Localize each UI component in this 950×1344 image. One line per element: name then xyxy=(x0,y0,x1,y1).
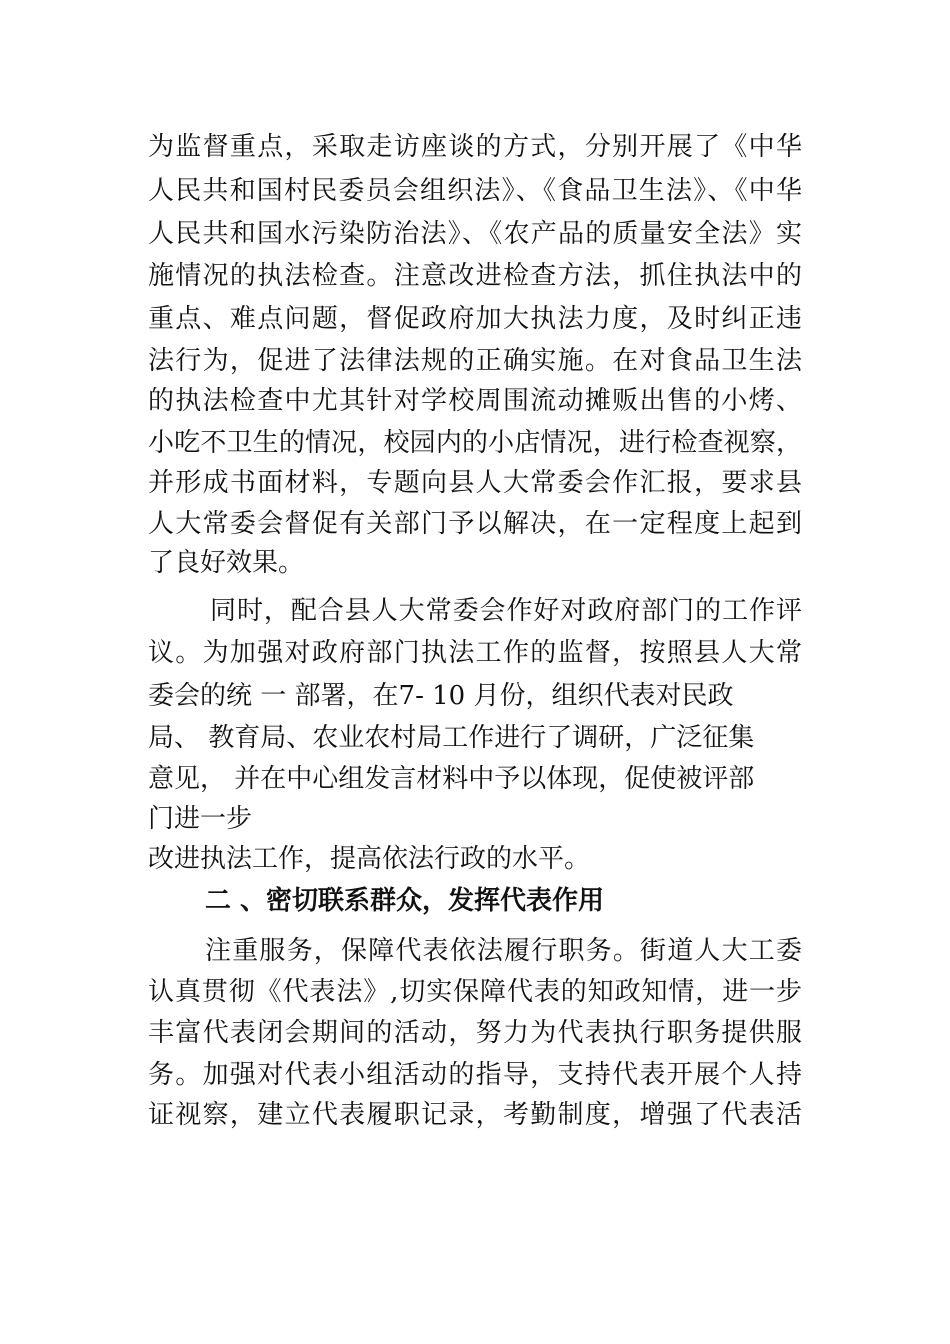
paragraph-2-line-5: 意见， 并在中心组发言材料中予以体现，促使被评部 xyxy=(148,764,755,794)
paragraph-2-line-7: 改进执法工作，提高依法行政的水平。 xyxy=(148,844,591,874)
paragraph-1-line-5: 重点、难点问题，督促政府加大执法力度，及时纠正违 xyxy=(148,304,802,334)
paragraph-3-line-3: 丰富代表闭会期间的活动，努力为代表执行职务提供服 xyxy=(148,1018,802,1048)
paragraph-2-line-2: 议。为加强对政府部门执法工作的监督，按照县人大常 xyxy=(148,638,802,668)
paragraph-3-line-1: 注重服务，保障代表依法履行职务。街道人大工委 xyxy=(205,936,802,966)
paragraph-1-line-4: 施情况的执法检查。注意改进检查方法，抓住执法中的 xyxy=(148,261,802,291)
paragraph-3-line-2: 认真贯彻《代表法》,切实保障代表的知政知情，进一步 xyxy=(148,977,802,1007)
paragraph-1-line-3: 人民共和国水污染防治法》、《农产品的质量安全法》实 xyxy=(148,219,802,249)
paragraph-1-line-2: 人民共和国村民委员会组织法》、《食品卫生法》、《中华 xyxy=(148,176,802,206)
paragraph-1-line-9: 并形成书面材料，专题向县人大常委会作汇报，要求县 xyxy=(148,468,802,498)
paragraph-1-line-8: 小吃不卫生的情况，校园内的小店情况，进行检查视察， xyxy=(148,428,802,458)
paragraph-3-line-4: 务。加强对代表小组活动的指导，支持代表开展个人持 xyxy=(148,1060,802,1090)
section-heading: 二 、密切联系群众，发挥代表作用 xyxy=(205,886,605,916)
paragraph-1-line-6: 法行为，促进了法律法规的正确实施。在对食品卫生法 xyxy=(148,346,802,376)
paragraph-1-line-1: 为监督重点，采取走访座谈的方式，分别开展了《中华 xyxy=(148,132,802,162)
paragraph-1-line-7: 的执法检查中尤其针对学校周围流动摊贩出售的小烤、 xyxy=(148,386,802,416)
paragraph-2-line-6: 门进一步 xyxy=(148,804,253,834)
paragraph-1-line-11: 了良好效果。 xyxy=(148,548,305,578)
paragraph-1-line-10: 人大常委会督促有关部门予以解决，在一定程度上起到 xyxy=(148,509,802,539)
paragraph-3-line-5: 证视察，建立代表履职记录，考勤制度，增强了代表活 xyxy=(148,1100,802,1130)
paragraph-2-line-1: 同时，配合县人大常委会作好对政府部门的工作评 xyxy=(210,596,802,626)
paragraph-2-line-3: 委会的统 一 部署，在7- 10 月份，组织代表对民政 xyxy=(148,681,734,711)
paragraph-2-line-4: 局、 教育局、农业农村局工作进行了调研，广泛征集 xyxy=(148,723,755,753)
